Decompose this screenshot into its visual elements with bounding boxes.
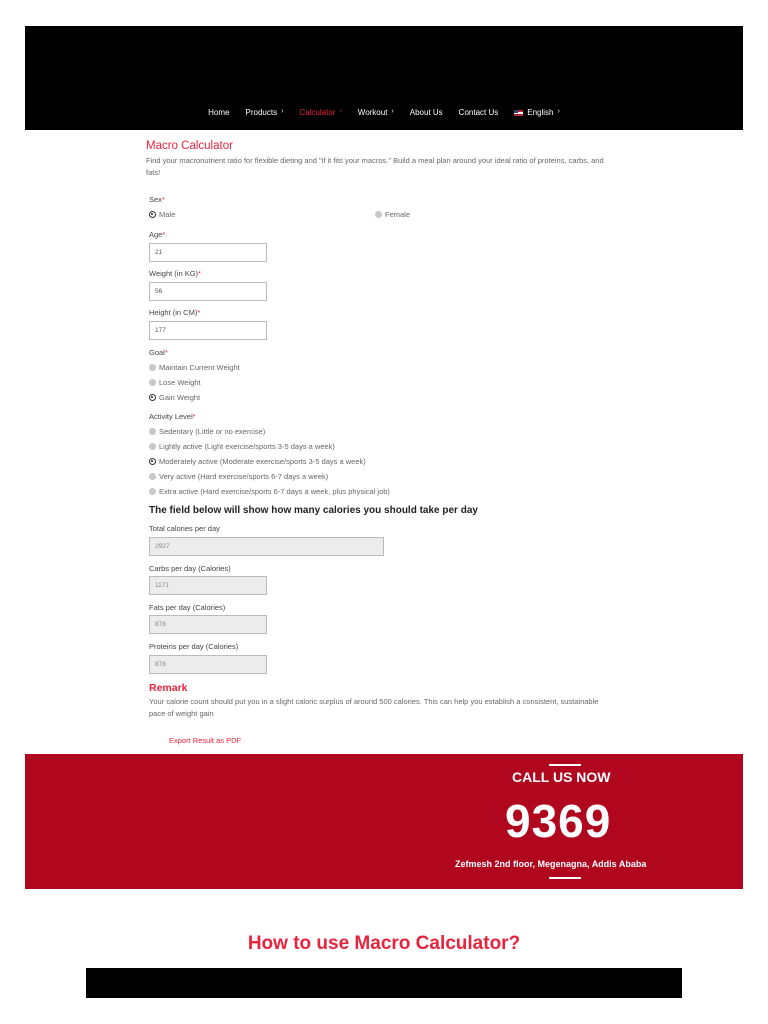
nav-contact-us[interactable] [451, 108, 507, 117]
activity-very-option[interactable] [149, 472, 328, 481]
nav-label: Workout [357, 108, 388, 117]
required-mark: * [162, 230, 166, 239]
radio-unselected[interactable] [149, 364, 156, 371]
carbs-label: Carbs per day (Calories) [149, 564, 231, 573]
age-label-text: Age [149, 230, 163, 239]
nav-label: Products [245, 108, 278, 117]
age-label [149, 230, 165, 239]
nav-products[interactable] [238, 108, 292, 117]
activity-sedentary-option[interactable] [149, 427, 265, 436]
site-header [25, 26, 743, 130]
activity-extra-option[interactable] [149, 487, 390, 496]
required-mark: * [198, 269, 201, 278]
goal-maintain-option[interactable] [149, 363, 240, 372]
height-input[interactable]: 177 [149, 321, 267, 340]
proteins-field: 878 [149, 655, 267, 674]
remark-text: Your calorie count should put you in a slight caloric surplus of around 500 calories. This can help you establish a consistent, sustainable pace of weight gain [149, 697, 599, 718]
option-label: Extra active (Hard exercise/sports 6-7 days a week, plus physical job) [159, 487, 390, 496]
remark-title: Remark [149, 682, 188, 694]
weight-input[interactable]: 56 [149, 282, 267, 301]
height-label [149, 308, 200, 317]
call-us-band [25, 754, 743, 889]
sex-male-option[interactable] [149, 210, 175, 219]
intro-text: Find your macronutrient ratio for flexible dieting and "if it fits your macros." Build a meal plan around your ideal ratio of proteins, carbs, and fats! [146, 156, 604, 177]
fats-label: Fats per day (Calories) [149, 603, 226, 612]
radio-unselected[interactable] [149, 488, 156, 495]
chevron-down-icon: › [281, 108, 284, 115]
activity-label-text: Activity Level [149, 412, 193, 421]
goal-label-text: Goal [149, 348, 165, 357]
option-label: Male [159, 210, 176, 219]
activity-light-option[interactable] [149, 442, 335, 451]
option-label: Moderately active (Moderate exercise/sports 3-5 days a week) [159, 457, 366, 466]
nav-calculator[interactable] [291, 108, 349, 117]
call-us-title: CALL US NOW [512, 769, 611, 785]
option-label: Lightly active (Light exercise/sports 3-5 days a week) [159, 442, 335, 451]
age-input[interactable]: 21 [149, 243, 267, 262]
goal-gain-option[interactable] [149, 393, 200, 402]
language-label: English [527, 108, 554, 117]
radio-unselected[interactable] [149, 473, 156, 480]
nav-workout[interactable] [350, 108, 402, 117]
results-heading: The field below will show how many calories you should take per day [149, 505, 478, 516]
divider-top [549, 764, 581, 766]
how-to-heading: How to use Macro Calculator? [247, 933, 521, 954]
main-nav [25, 108, 743, 117]
nav-label: Home [208, 108, 230, 117]
activity-moderate-option[interactable] [149, 457, 366, 466]
divider-bottom [549, 877, 581, 879]
nav-home[interactable] [200, 108, 237, 117]
radio-unselected[interactable] [149, 443, 156, 450]
radio-selected[interactable] [149, 394, 156, 401]
phone-number[interactable]: 9369 [505, 795, 612, 847]
required-mark: * [164, 348, 168, 357]
option-label: Very active (Hard exercise/sports 6-7 days a week) [159, 472, 329, 481]
goal-label [149, 348, 168, 357]
radio-selected[interactable] [149, 211, 156, 218]
proteins-label: Proteins per day (Calories) [149, 642, 239, 651]
radio-unselected[interactable] [375, 211, 382, 218]
video-placeholder [86, 968, 682, 998]
nav-label: Calculator [299, 108, 336, 117]
option-label: Female [385, 210, 411, 219]
required-mark: * [161, 195, 165, 204]
option-label: Lose Weight [159, 378, 201, 387]
weight-label-text: Weight (in KG) [149, 269, 199, 278]
goal-lose-option[interactable] [149, 378, 201, 387]
option-label: Gain Weight [159, 393, 201, 402]
total-calories-field: 2927 [149, 537, 384, 556]
required-mark: * [192, 412, 196, 421]
radio-selected[interactable] [149, 458, 156, 465]
radio-unselected[interactable] [149, 379, 156, 386]
page-title: Macro Calculator [146, 140, 233, 152]
chevron-down-icon: › [557, 108, 560, 115]
chevron-down-icon: › [391, 108, 394, 115]
export-pdf-link[interactable]: Export Result as PDF [169, 736, 242, 745]
nav-label: About Us [409, 108, 443, 117]
total-calories-label: Total calories per day [149, 524, 220, 533]
option-label: Sedentary (Little or no exercise) [159, 427, 266, 436]
carbs-field: 1171 [149, 576, 267, 595]
weight-label [149, 269, 201, 278]
required-mark: * [197, 308, 201, 317]
option-label: Maintain Current Weight [159, 363, 240, 372]
chevron-down-icon: › [339, 108, 342, 115]
sex-female-option[interactable] [375, 210, 410, 219]
us-flag-icon [514, 110, 523, 116]
sex-label-text: Sex [149, 195, 162, 204]
sex-label [149, 195, 165, 204]
language-selector[interactable] [506, 108, 568, 117]
radio-unselected[interactable] [149, 428, 156, 435]
fats-field: 878 [149, 615, 267, 634]
activity-label [149, 412, 196, 421]
nav-label: Contact Us [458, 108, 499, 117]
height-label-text: Height (in CM) [149, 308, 198, 317]
address-text: Zefmesh 2nd floor, Megenagna, Addis Ababa [455, 859, 647, 869]
nav-about-us[interactable] [402, 108, 451, 117]
